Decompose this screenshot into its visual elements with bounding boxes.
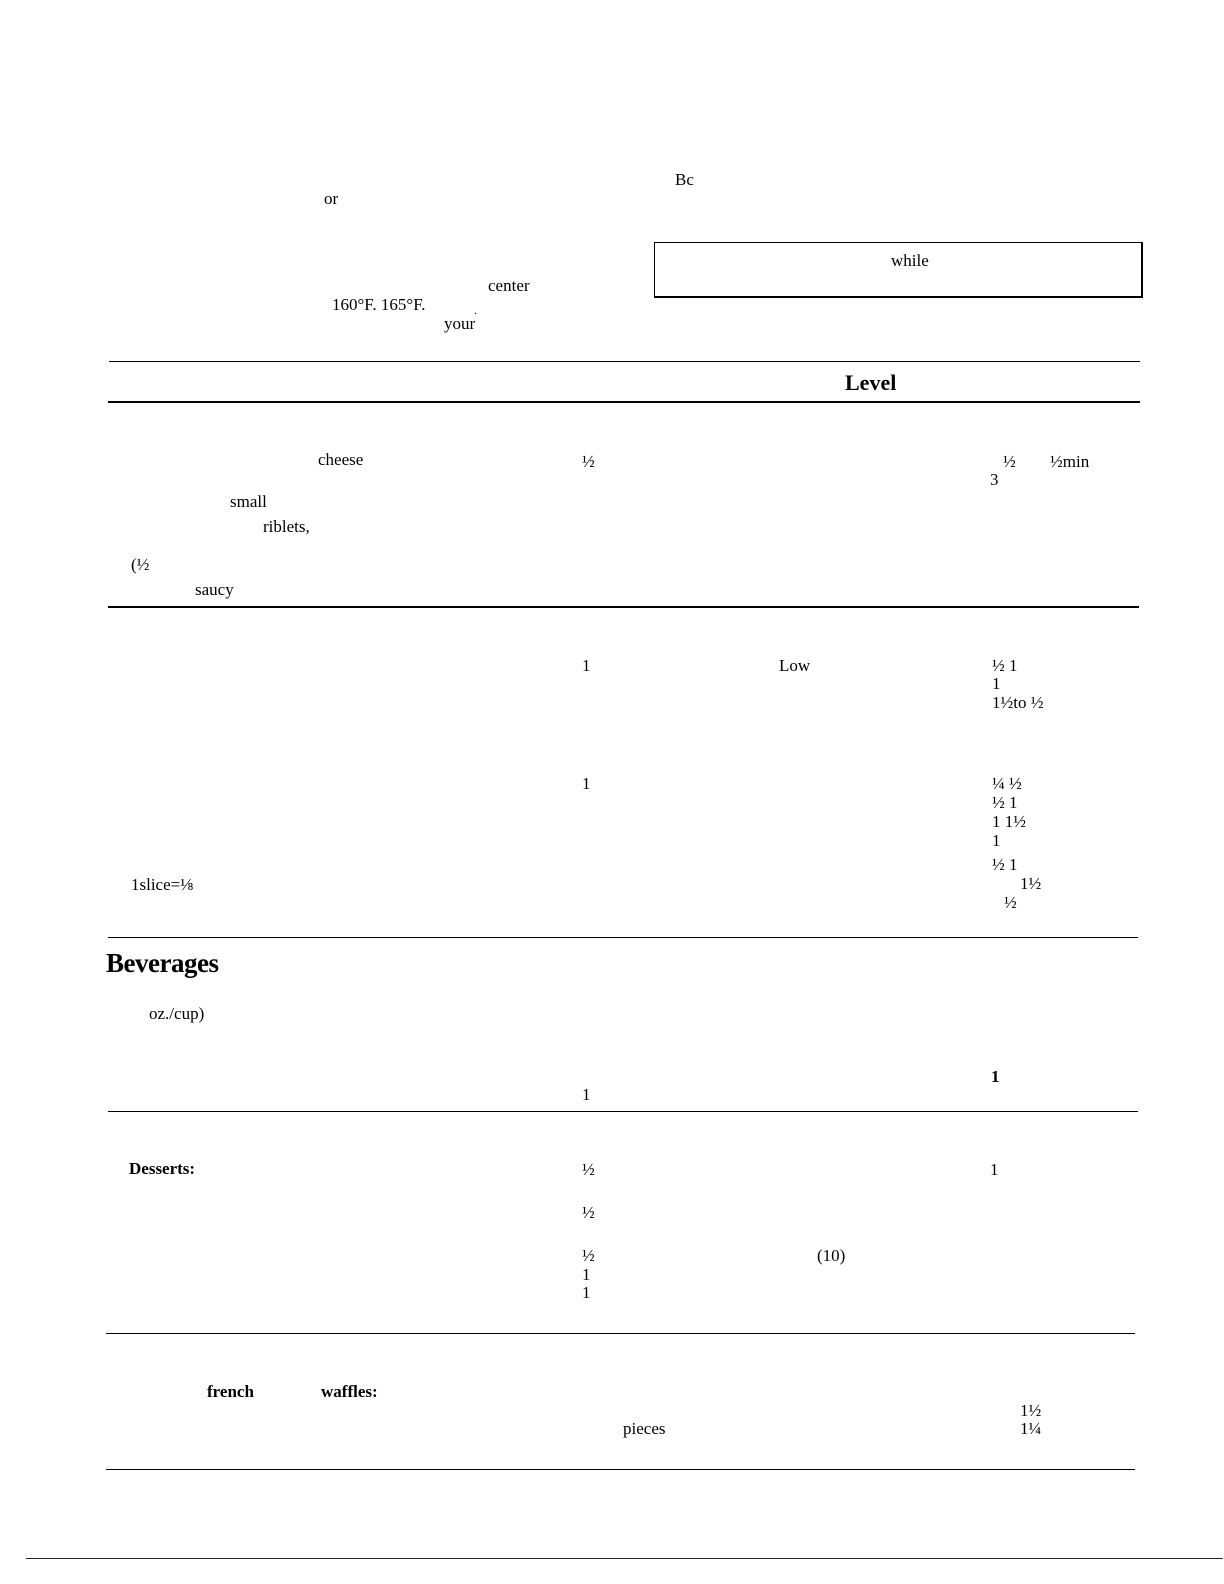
intro-fragment-center: center	[488, 276, 530, 295]
sec1-time-c: 3	[990, 470, 999, 489]
breads-label-french: french	[207, 1382, 254, 1401]
section-2-rule	[108, 937, 1138, 938]
beverages-unit: oz./cup)	[149, 1004, 205, 1023]
sec2-slice-note: 1slice=⅛	[131, 875, 193, 894]
desserts-amount-1: ½	[582, 1160, 595, 1179]
beverages-rule	[108, 1111, 1138, 1112]
sec2-time-5: ½ 1	[992, 793, 1018, 812]
header-rule-top	[109, 361, 1140, 362]
beverages-time: 1	[991, 1067, 1000, 1086]
sec2-time-4: ¼ ½	[992, 774, 1022, 793]
sec2-time-10: ½	[1004, 893, 1017, 912]
sec2-power-low: Low	[779, 656, 811, 675]
page-footer-rule	[26, 1558, 1223, 1559]
breads-time-2: 1¼	[1020, 1419, 1042, 1438]
sec2-time-7: 1	[992, 831, 1001, 850]
sec1-left-small: small	[230, 492, 267, 511]
header-level: Level	[845, 370, 897, 395]
sec2-time-2: 1	[992, 674, 1001, 693]
desserts-rule	[106, 1333, 1135, 1334]
notice-fragment-while: while	[891, 251, 929, 270]
breads-rule	[106, 1469, 1135, 1470]
sec2-amount-2: 1	[582, 774, 591, 793]
beverages-title: Beverages	[106, 948, 219, 978]
desserts-amount-5: 1	[582, 1283, 591, 1302]
sec2-time-8: ½ 1	[992, 855, 1018, 874]
sec1-amount: ½	[582, 452, 595, 471]
desserts-setting: (10)	[817, 1246, 846, 1265]
beverages-amount: 1	[582, 1085, 591, 1104]
sec2-time-6: 1 1½	[992, 812, 1026, 831]
sec1-left-saucy: saucy	[195, 580, 234, 599]
desserts-amount-4: 1	[582, 1265, 591, 1284]
intro-fragment-dot: .	[474, 303, 477, 317]
desserts-amount-2: ½	[582, 1203, 595, 1222]
sec2-time-9: 1½	[1020, 874, 1042, 893]
breads-time-1: 1½	[1020, 1401, 1042, 1420]
desserts-label: Desserts:	[129, 1159, 196, 1178]
sec1-time-a: ½	[1003, 452, 1016, 471]
header-rule-bottom	[108, 401, 1140, 403]
sec1-left-cheese: cheese	[318, 450, 364, 469]
desserts-amount-3: ½	[582, 1246, 595, 1265]
section-1-rule	[108, 606, 1139, 608]
sec1-time-b: ½min	[1050, 452, 1090, 471]
breads-label-waffles: waffles:	[321, 1382, 378, 1401]
intro-fragment-your: your	[444, 314, 476, 333]
sec1-left-riblets: riblets,	[263, 517, 310, 536]
intro-fragment-or: or	[324, 189, 339, 208]
sec2-amount-1: 1	[582, 656, 591, 675]
breads-pieces: pieces	[623, 1419, 666, 1438]
sec1-left-half: (½	[131, 555, 150, 574]
desserts-time: 1	[990, 1160, 999, 1179]
intro-fragment-temps: 160°F. 165°F.	[332, 295, 426, 314]
intro-fragment-be: Bc	[675, 170, 694, 189]
sec2-time-3: 1½to ½	[992, 693, 1044, 712]
sec2-time-1: ½ 1	[992, 656, 1018, 675]
